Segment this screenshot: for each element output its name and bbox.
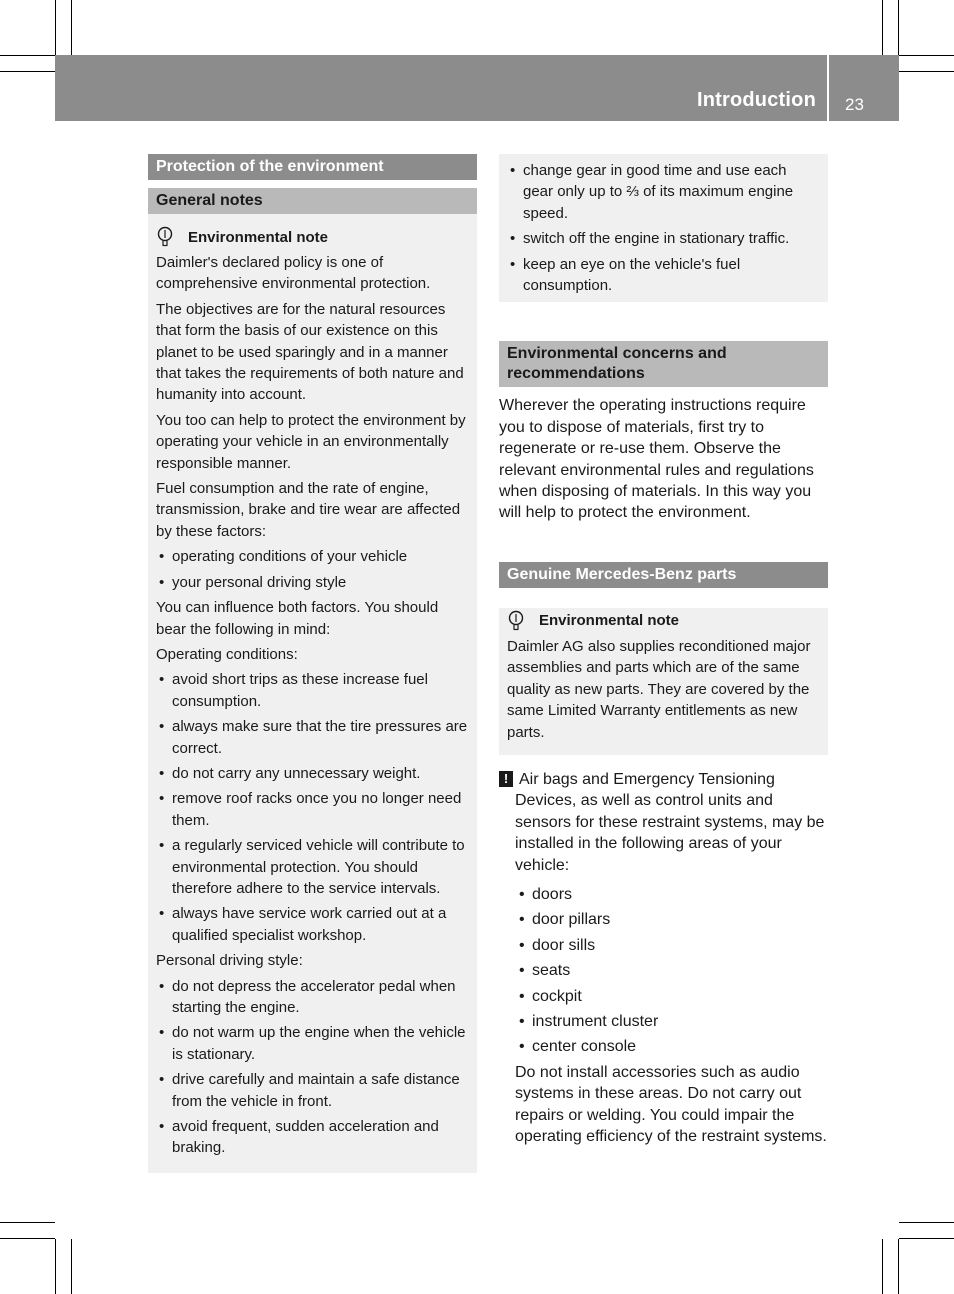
list-item: • instrument cluster bbox=[519, 1012, 659, 1030]
crop-mark bbox=[0, 55, 55, 56]
crop-mark bbox=[899, 1238, 954, 1239]
crop-mark bbox=[55, 0, 56, 55]
driving-list bbox=[156, 976, 469, 1159]
subsection-title-general-notes: General notes bbox=[148, 188, 477, 214]
paragraph: The objectives are for the natural resources that form the basis of our existence on this planet to be used sparingly and in a manner that takes the requirements of both nature and humanity into account. bbox=[156, 300, 464, 404]
crop-mark bbox=[71, 0, 72, 55]
crop-mark bbox=[0, 1222, 55, 1223]
paragraph: You can influence both factors. You should bear the following in mind: bbox=[156, 599, 439, 638]
list-item: • always make sure that the tire pressures are correct. bbox=[159, 718, 468, 757]
parts-note-box bbox=[499, 608, 828, 755]
warning-block bbox=[499, 755, 828, 1148]
note-body bbox=[148, 252, 477, 1167]
crop-mark bbox=[899, 55, 954, 56]
note-label: Environmental note bbox=[539, 612, 680, 630]
environmental-note-box bbox=[148, 214, 477, 1173]
list-item: • do not warm up the engine when the vehicle is stationary. bbox=[159, 1024, 466, 1063]
list-item: • operating conditions of your vehicle bbox=[159, 548, 408, 566]
section-title-genuine-parts: Genuine Mercedes-Benz parts bbox=[499, 562, 828, 588]
right-column bbox=[499, 154, 828, 1147]
list-item: • door pillars bbox=[519, 911, 611, 929]
list-item: • your personal driving style bbox=[159, 573, 347, 591]
factor-list bbox=[156, 546, 469, 593]
crop-mark bbox=[0, 1238, 55, 1239]
paragraph: Daimler's declared policy is one of comprehensive environmental protection. bbox=[156, 254, 431, 293]
paragraph: Fuel consumption and the rate of engine, transmission, brake and tire wear are affected by these factors: bbox=[156, 480, 461, 540]
crop-mark bbox=[882, 1239, 883, 1294]
list-item: • always have service work carried out at a qualified specialist workshop. bbox=[159, 905, 447, 944]
continued-note-box bbox=[499, 154, 828, 302]
left-column bbox=[148, 154, 477, 1173]
concerns-paragraph: Wherever the operating instructions require you to dispose of materials, first try to regenerate or re-use them. Observe the relevant environmental rules and regulations when disposing of materials. In this way you will help to protect the environment. bbox=[499, 397, 814, 522]
list-item: • a regularly serviced vehicle will contribute to environmental protection. You should therefore adhere to the service intervals. bbox=[159, 837, 465, 897]
list-item: • change gear in good time and use each gear only up to ⅔ of its maximum engine speed. bbox=[510, 162, 794, 222]
note-paragraph: Daimler AG also supplies reconditioned major assemblies and parts which are of the same quality as new parts. They are covered by the same Limited Warranty entitlements as new parts. bbox=[507, 637, 811, 741]
list-item: • remove roof racks once you no longer need them. bbox=[159, 790, 462, 829]
lightbulb-icon bbox=[507, 610, 525, 632]
list-item: • door sills bbox=[519, 936, 596, 954]
list-item: • doors bbox=[519, 885, 573, 903]
list-item: • switch off the engine in stationary traffic. bbox=[510, 230, 790, 248]
crop-mark bbox=[882, 0, 883, 55]
list-item: • do not depress the accelerator pedal when starting the engine. bbox=[159, 977, 456, 1016]
warning-icon: ! bbox=[499, 771, 513, 787]
crop-mark bbox=[71, 1239, 72, 1294]
lightbulb-icon bbox=[156, 226, 174, 248]
page-number: 23 bbox=[845, 95, 864, 114]
note-header bbox=[148, 214, 477, 252]
crop-mark bbox=[55, 1239, 56, 1294]
paragraph: You too can help to protect the environment by operating your vehicle in an environmentally responsible manner. bbox=[156, 411, 466, 472]
list-item: • cockpit bbox=[519, 987, 582, 1005]
crop-mark bbox=[899, 1222, 954, 1223]
crop-mark bbox=[898, 1239, 899, 1294]
list-item: • center console bbox=[519, 1038, 637, 1056]
paragraph-label-driving: Personal driving style: bbox=[156, 952, 303, 970]
operating-list bbox=[156, 669, 469, 946]
crop-mark bbox=[899, 71, 954, 72]
section-title-concerns: Environmental concerns and recommendations bbox=[499, 341, 828, 387]
closing-paragraph: Do not install accessories such as audio systems in these areas. Do not carry out repairs or welding. You could impair the operating efficiency of the restraint systems. bbox=[515, 1063, 827, 1145]
list-item: • do not carry any unnecessary weight. bbox=[159, 764, 421, 782]
list-item: • keep an eye on the vehicle's fuel consumption. bbox=[510, 255, 741, 295]
continued-list bbox=[507, 160, 820, 296]
paragraph-label-operating: Operating conditions: bbox=[156, 645, 298, 663]
list-item: • avoid frequent, sudden acceleration and braking. bbox=[159, 1118, 439, 1157]
warning-paragraph: ! Air bags and Emergency Tensioning Devices, as well as control units and sensors for these restraint systems, may be installed in the following areas of your vehicle: bbox=[499, 769, 828, 876]
section-title-protection: Protection of the environment bbox=[148, 154, 477, 180]
note-body bbox=[499, 636, 828, 751]
list-item: • drive carefully and maintain a safe distance from the vehicle in front. bbox=[159, 1071, 460, 1110]
header-separator bbox=[827, 55, 829, 121]
crop-mark bbox=[0, 71, 55, 72]
chapter-title: Introduction bbox=[696, 89, 816, 111]
areas-list bbox=[516, 884, 828, 1058]
crop-mark bbox=[898, 0, 899, 55]
note-header bbox=[499, 608, 828, 636]
list-item: • avoid short trips as these increase fuel consumption. bbox=[159, 671, 428, 710]
note-label: Environmental note bbox=[188, 228, 329, 246]
list-item: • seats bbox=[519, 962, 571, 980]
